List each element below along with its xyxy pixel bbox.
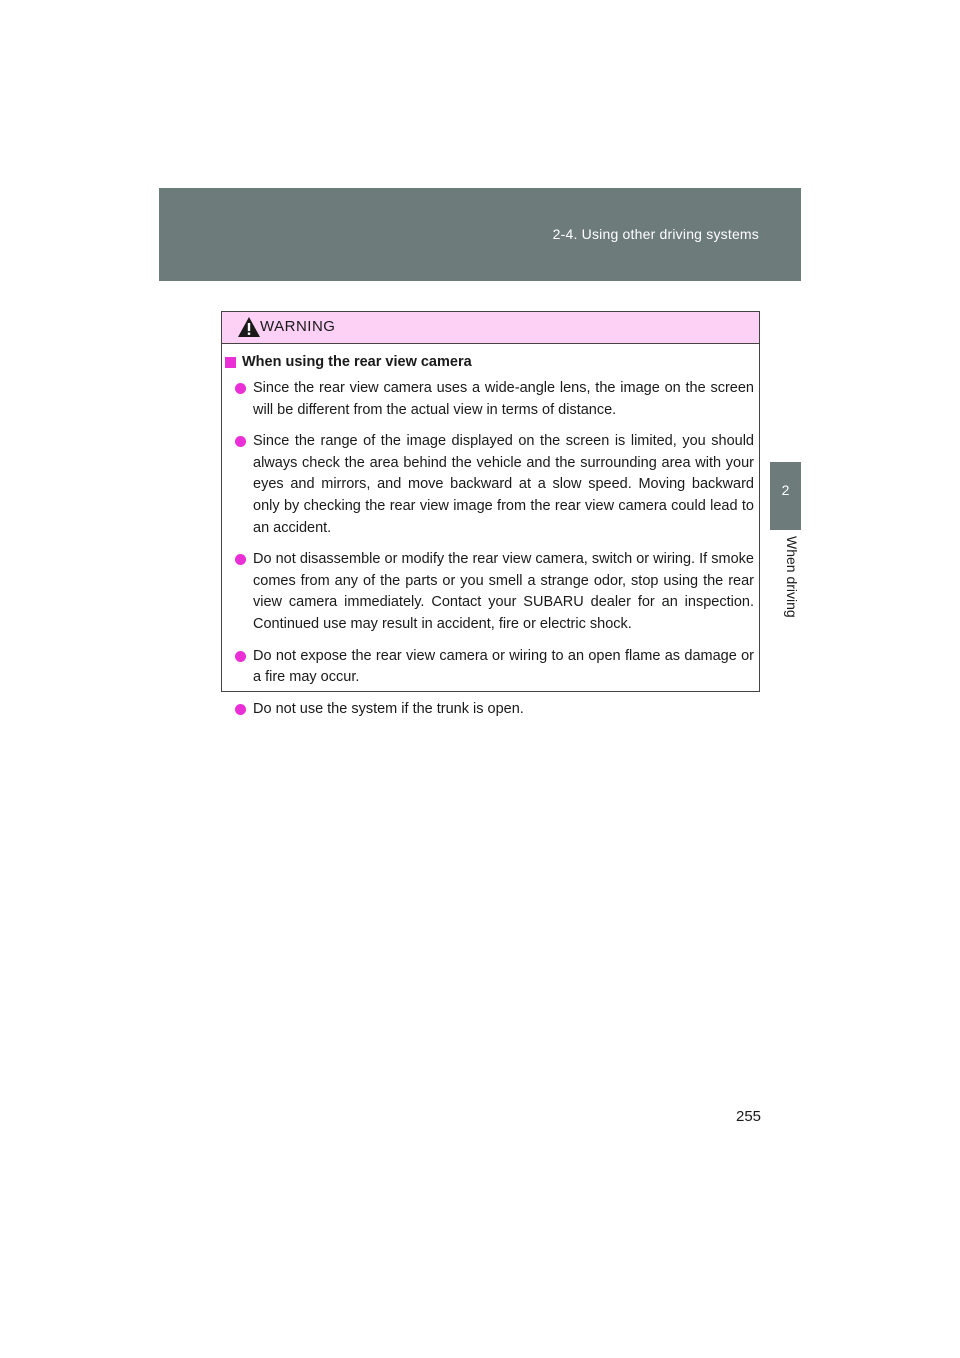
section-heading <box>225 354 472 370</box>
section-title: 2-4. Using other driving systems <box>552 226 759 242</box>
list-item-text: Since the rear view camera uses a wide-angle lens, the image on the screen will be different from the actual view in terms of distance. <box>253 380 754 418</box>
list-item <box>234 646 754 689</box>
bullet-icon <box>235 383 246 394</box>
bullet-icon <box>235 651 246 662</box>
list-item-text: Since the range of the image displayed on the screen is limited, you should always check the area behind the vehicle and the surrounding area with your eyes and mirrors, and move backward at a slow speed. Moving backward only by checking the rear view image from the rear view camera could lead to an accident. <box>253 433 754 536</box>
list-item-text: Do not use the system if the trunk is open. <box>253 700 524 717</box>
warning-triangle-icon <box>237 316 261 338</box>
warning-list <box>234 378 754 730</box>
header-band <box>159 188 801 281</box>
list-item <box>234 378 754 421</box>
list-item-text: Do not expose the rear view camera or wiring to an open flame as damage or a fire may occur. <box>253 647 754 686</box>
bullet-icon <box>235 704 246 715</box>
chapter-tab <box>770 462 801 530</box>
bullet-icon <box>235 436 246 447</box>
chapter-label: When driving <box>784 536 800 618</box>
warning-title: WARNING <box>260 318 336 335</box>
warning-box <box>221 311 760 717</box>
list-item-text: Do not disassemble or modify the rear view camera, switch or wiring. If smoke comes from any of the parts or you smell a strange odor, stop using the rear view camera immediately. Contact your SUBARU dealer for an inspection. Continued use may result in accident, fire or electric shock. <box>253 551 754 632</box>
heading-text: When using the rear view camera <box>242 354 472 370</box>
list-item <box>234 549 754 635</box>
list-item <box>234 699 754 721</box>
chapter-number: 2 <box>781 482 790 498</box>
warning-header <box>222 312 759 344</box>
page-number: 255 <box>736 1108 762 1125</box>
square-bullet-icon <box>225 357 236 368</box>
list-item <box>234 431 754 539</box>
bullet-icon <box>235 554 246 565</box>
